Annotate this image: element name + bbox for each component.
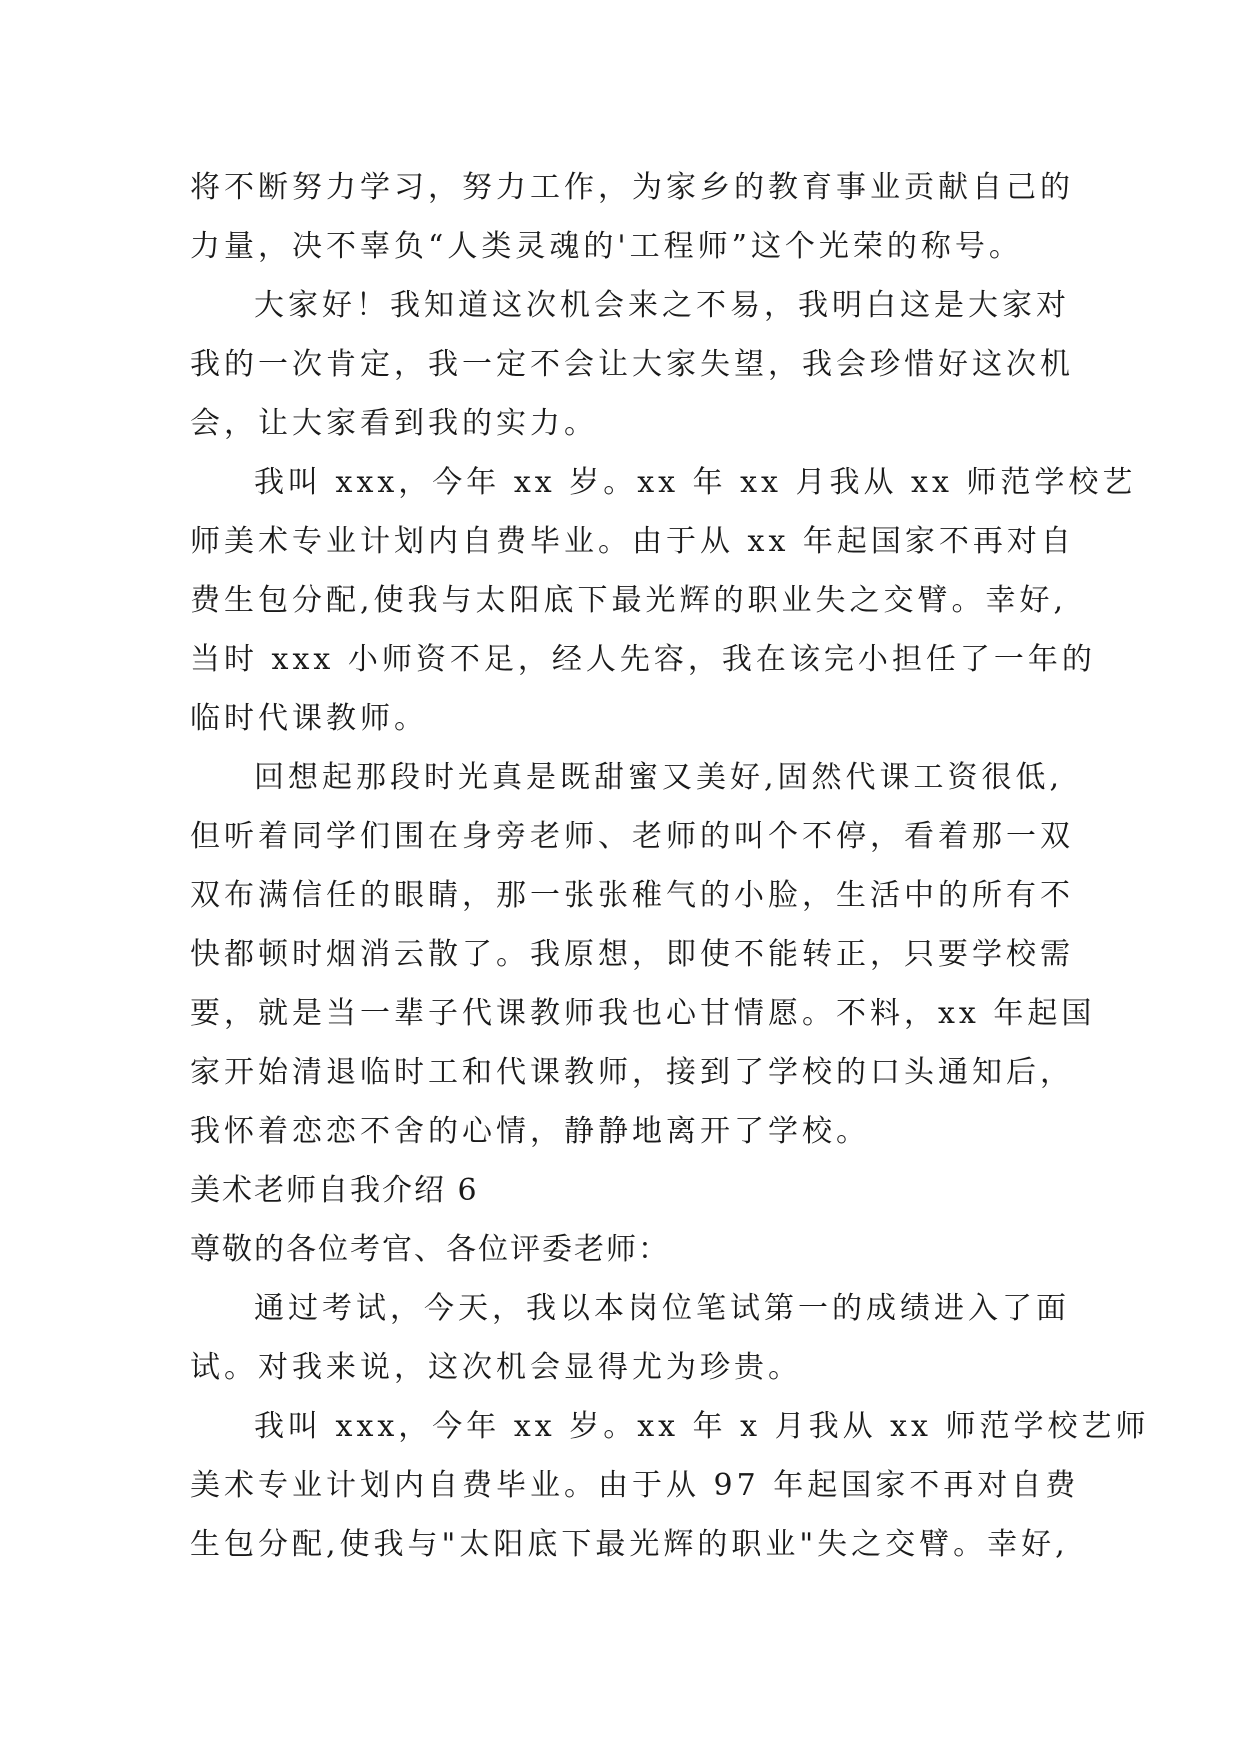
paragraph-line: 美术专业计划内自费毕业。由于从 97 年起国家不再对自费	[190, 1468, 1080, 1503]
paragraph-line: 力量，决不辜负“人类灵魂的'工程师”这个光荣的称号。	[190, 229, 1023, 264]
paragraph-line: 临时代课教师。	[190, 701, 428, 736]
paragraph-line: 会，让大家看到我的实力。	[190, 406, 598, 441]
paragraph-line: 要，就是当一辈子代课教师我也心甘情愿。不料，xx 年起国	[190, 996, 1096, 1031]
paragraph-line: 我的一次肯定，我一定不会让大家失望，我会珍惜好这次机	[190, 347, 1074, 382]
paragraph-line: 家开始清退临时工和代课教师，接到了学校的口头通知后，	[190, 1055, 1074, 1090]
paragraph-line: 通过考试，今天，我以本岗位笔试第一的成绩进入了面	[254, 1291, 1070, 1326]
paragraph-line: 我叫 xxx，今年 xx 岁。xx 年 x 月我从 xx 师范学校艺师	[254, 1409, 1150, 1444]
paragraph-line: 当时 xxx 小师资不足，经人先容，我在该完小担任了一年的	[190, 642, 1096, 677]
paragraph-line: 我怀着恋恋不舍的心情，静静地离开了学校。	[190, 1114, 870, 1149]
paragraph-line: 师美术专业计划内自费毕业。由于从 xx 年起国家不再对自	[190, 524, 1075, 559]
paragraph-line: 我叫 xxx，今年 xx 岁。xx 年 xx 月我从 xx 师范学校艺	[254, 465, 1137, 500]
section-heading: 美术老师自我介绍 6	[190, 1173, 479, 1208]
paragraph-line: 回想起那段时光真是既甜蜜又美好,固然代课工资很低,	[254, 760, 1064, 795]
paragraph-line: 大家好！我知道这次机会来之不易，我明白这是大家对	[254, 288, 1070, 323]
paragraph-line: 但听着同学们围在身旁老师、老师的叫个不停，看着那一双	[190, 819, 1074, 854]
paragraph-line: 试。对我来说，这次机会显得尤为珍贵。	[190, 1350, 802, 1385]
paragraph-line: 快都顿时烟消云散了。我原想，即使不能转正，只要学校需	[190, 937, 1074, 972]
paragraph-line: 双布满信任的眼睛，那一张张稚气的小脸，生活中的所有不	[190, 878, 1074, 913]
paragraph-line: 将不断努力学习，努力工作，为家乡的教育事业贡献自己的	[190, 170, 1074, 205]
paragraph-line: 生包分配,使我与"太阳底下最光辉的职业"失之交臂。幸好,	[190, 1527, 1069, 1562]
paragraph-line: 费生包分配,使我与太阳底下最光辉的职业失之交臂。幸好,	[190, 583, 1068, 618]
salutation-line: 尊敬的各位考官、各位评委老师：	[190, 1232, 670, 1267]
document-body	[190, 158, 1150, 1574]
